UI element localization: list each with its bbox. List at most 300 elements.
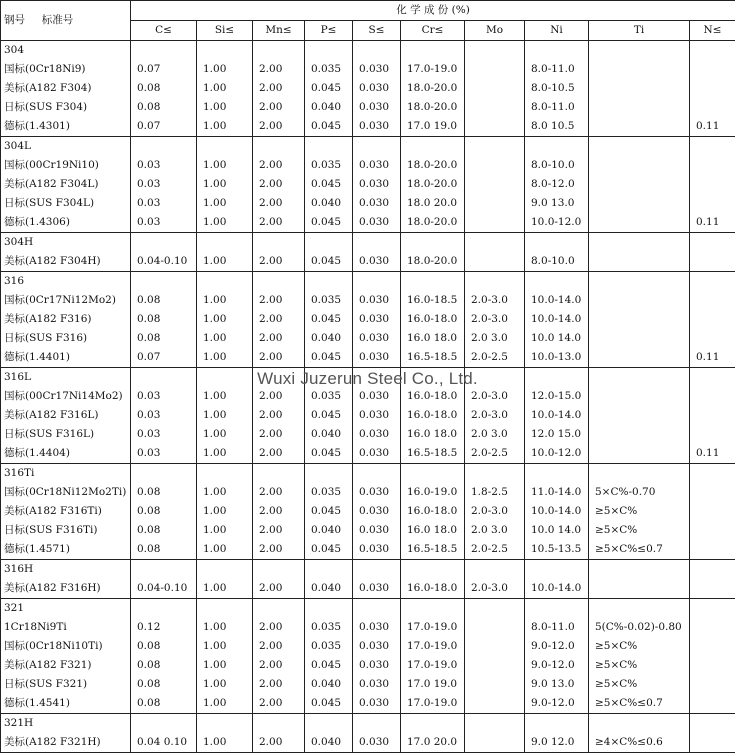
empty-cell	[690, 464, 735, 484]
table-row	[1, 117, 735, 137]
grade-label: 316H	[1, 560, 131, 580]
value-cell: 1.00	[197, 656, 253, 675]
value-cell: 1.00	[197, 98, 253, 117]
empty-cell	[353, 599, 401, 619]
value-cell: 1.00	[197, 194, 253, 213]
value-cell: 0.040	[305, 733, 353, 753]
value-cell	[589, 291, 690, 310]
value-cell: 0.030	[353, 521, 401, 540]
table-row	[1, 329, 735, 348]
value-cell	[690, 733, 735, 753]
value-cell: 0.12	[131, 618, 197, 637]
table-row	[1, 348, 735, 368]
grade-row	[1, 272, 735, 292]
value-cell: 18.0 20.0	[401, 194, 465, 213]
empty-cell	[353, 137, 401, 157]
value-cell: 2.00	[253, 291, 305, 310]
standard-cell: 美标(A182 F321H)	[1, 733, 131, 753]
value-cell: 17.0 19.0	[401, 117, 465, 137]
table-body	[1, 41, 735, 753]
table-row	[1, 156, 735, 175]
value-cell	[589, 329, 690, 348]
value-cell	[589, 156, 690, 175]
value-cell: 10.0-12.0	[525, 213, 589, 233]
value-cell: 0.045	[305, 348, 353, 368]
value-cell: 16.0-18.5	[401, 291, 465, 310]
empty-cell	[589, 41, 690, 61]
value-cell	[690, 156, 735, 175]
value-cell: 0.035	[305, 156, 353, 175]
value-cell: 1.00	[197, 79, 253, 98]
value-cell: 0.045	[305, 694, 353, 714]
table-row	[1, 444, 735, 464]
standard-cell: 国标(00Cr19Ni10)	[1, 156, 131, 175]
value-cell: 0.11	[690, 444, 735, 464]
empty-cell	[465, 464, 525, 484]
standard-cell: 美标(A182 F321)	[1, 656, 131, 675]
grade-row	[1, 464, 735, 484]
value-cell: 2.0-3.0	[465, 502, 525, 521]
value-cell: 16.5-18.5	[401, 348, 465, 368]
table-row	[1, 694, 735, 714]
value-cell: 0.030	[353, 656, 401, 675]
empty-cell	[690, 368, 735, 388]
value-cell	[690, 387, 735, 406]
value-cell: 0.08	[131, 329, 197, 348]
value-cell: 17.0-19.0	[401, 694, 465, 714]
empty-cell	[401, 137, 465, 157]
empty-cell	[253, 41, 305, 61]
value-cell: 10.0-14.0	[525, 579, 589, 599]
value-cell: 0.030	[353, 329, 401, 348]
table-row	[1, 310, 735, 329]
column-header: Ti	[589, 21, 690, 41]
table-row	[1, 98, 735, 117]
table-row	[1, 291, 735, 310]
standard-cell: 德标(1.4401)	[1, 348, 131, 368]
value-cell	[589, 348, 690, 368]
value-cell	[465, 60, 525, 79]
value-cell: 0.08	[131, 79, 197, 98]
value-cell: 0.030	[353, 637, 401, 656]
value-cell: 17.0-19.0	[401, 637, 465, 656]
value-cell	[690, 579, 735, 599]
value-cell: 2.00	[253, 656, 305, 675]
value-cell: 16.5-18.5	[401, 540, 465, 560]
value-cell: 0.04-0.10	[131, 579, 197, 599]
empty-cell	[131, 233, 197, 253]
value-cell: 0.08	[131, 637, 197, 656]
table-row	[1, 406, 735, 425]
value-cell	[589, 98, 690, 117]
value-cell: 1.00	[197, 117, 253, 137]
empty-cell	[690, 272, 735, 292]
empty-cell	[197, 233, 253, 253]
value-cell: 2.00	[253, 60, 305, 79]
value-cell: 0.08	[131, 502, 197, 521]
value-cell: 2.00	[253, 406, 305, 425]
value-cell: 8.0-11.0	[525, 618, 589, 637]
value-cell	[465, 675, 525, 694]
standard-cell: 日标(SUS F304)	[1, 98, 131, 117]
standard-cell: 美标(A182 F304)	[1, 79, 131, 98]
empty-cell	[305, 137, 353, 157]
value-cell: 0.030	[353, 618, 401, 637]
column-header: P≤	[305, 21, 353, 41]
value-cell: 0.045	[305, 79, 353, 98]
empty-cell	[525, 599, 589, 619]
empty-cell	[131, 272, 197, 292]
value-cell: 2.00	[253, 310, 305, 329]
standard-cell: 国标(0Cr18Ni12Mo2Ti)	[1, 483, 131, 502]
empty-cell	[305, 233, 353, 253]
value-cell: 0.030	[353, 175, 401, 194]
value-cell: 0.08	[131, 694, 197, 714]
value-cell: 17.0 19.0	[401, 675, 465, 694]
table-row	[1, 213, 735, 233]
value-cell: 0.07	[131, 348, 197, 368]
table-row	[1, 175, 735, 194]
value-cell: 0.030	[353, 675, 401, 694]
value-cell: 2.00	[253, 483, 305, 502]
value-cell	[690, 521, 735, 540]
table-row	[1, 194, 735, 213]
empty-cell	[131, 560, 197, 580]
empty-cell	[525, 714, 589, 734]
empty-cell	[401, 464, 465, 484]
value-cell: 16.0-18.0	[401, 579, 465, 599]
value-cell	[690, 540, 735, 560]
standard-cell: 德标(1.4301)	[1, 117, 131, 137]
value-cell: 2.00	[253, 117, 305, 137]
value-cell: 2.00	[253, 540, 305, 560]
table-row	[1, 675, 735, 694]
table-row	[1, 579, 735, 599]
grade-label: 304H	[1, 233, 131, 253]
value-cell: 0.035	[305, 483, 353, 502]
value-cell	[465, 733, 525, 753]
standard-cell: 美标(A182 F316L)	[1, 406, 131, 425]
value-cell: 16.0-18.0	[401, 387, 465, 406]
value-cell: 0.07	[131, 60, 197, 79]
value-cell: 0.08	[131, 483, 197, 502]
empty-cell	[131, 137, 197, 157]
standard-cell: 美标(A182 F304L)	[1, 175, 131, 194]
value-cell: 0.045	[305, 540, 353, 560]
empty-cell	[305, 599, 353, 619]
value-cell: 0.040	[305, 425, 353, 444]
column-header: Mn≤	[253, 21, 305, 41]
empty-cell	[253, 560, 305, 580]
value-cell	[465, 618, 525, 637]
value-cell: 1.00	[197, 329, 253, 348]
value-cell: 1.00	[197, 252, 253, 272]
column-header: Mo	[465, 21, 525, 41]
standard-cell: 1Cr18Ni9Ti	[1, 618, 131, 637]
empty-cell	[589, 560, 690, 580]
value-cell: 1.00	[197, 483, 253, 502]
value-cell: ≥5×C%	[589, 656, 690, 675]
value-cell	[589, 194, 690, 213]
value-cell: 2.00	[253, 579, 305, 599]
empty-cell	[305, 714, 353, 734]
value-cell	[690, 618, 735, 637]
value-cell: 1.00	[197, 618, 253, 637]
value-cell: 2.00	[253, 694, 305, 714]
grade-label: 321H	[1, 714, 131, 734]
empty-cell	[305, 272, 353, 292]
empty-cell	[197, 41, 253, 61]
value-cell: 2.0-2.5	[465, 540, 525, 560]
empty-cell	[525, 272, 589, 292]
value-cell: 0.11	[690, 348, 735, 368]
empty-cell	[465, 714, 525, 734]
value-cell: 0.04-0.10	[131, 252, 197, 272]
value-cell: 0.045	[305, 406, 353, 425]
header-grade-label: 钢号	[4, 14, 25, 26]
value-cell: 0.08	[131, 521, 197, 540]
empty-cell	[253, 368, 305, 388]
value-cell: 1.8-2.5	[465, 483, 525, 502]
value-cell: 0.030	[353, 579, 401, 599]
empty-cell	[253, 137, 305, 157]
value-cell: 18.0-20.0	[401, 252, 465, 272]
value-cell: 0.045	[305, 213, 353, 233]
value-cell: 1.00	[197, 733, 253, 753]
value-cell: 10.0 14.0	[525, 521, 589, 540]
value-cell	[690, 637, 735, 656]
value-cell: 0.030	[353, 483, 401, 502]
standard-cell: 日标(SUS F316Ti)	[1, 521, 131, 540]
value-cell: 1.00	[197, 579, 253, 599]
value-cell: 12.0-15.0	[525, 387, 589, 406]
value-cell: ≥5×C%≤0.7	[589, 540, 690, 560]
table-row	[1, 637, 735, 656]
header-composition-title: 化 学 成 份 (%)	[131, 1, 735, 21]
empty-cell	[197, 560, 253, 580]
value-cell: 2.0 3.0	[465, 329, 525, 348]
value-cell: 9.0-12.0	[525, 656, 589, 675]
value-cell: 0.035	[305, 60, 353, 79]
value-cell	[589, 79, 690, 98]
value-cell	[465, 117, 525, 137]
empty-cell	[131, 41, 197, 61]
value-cell: 8.0-10.5	[525, 79, 589, 98]
empty-cell	[131, 464, 197, 484]
value-cell: 0.11	[690, 117, 735, 137]
column-header: S≤	[353, 21, 401, 41]
value-cell	[690, 79, 735, 98]
grade-row	[1, 599, 735, 619]
value-cell: 0.03	[131, 213, 197, 233]
value-cell	[690, 60, 735, 79]
value-cell: 1.00	[197, 406, 253, 425]
grade-label: 304	[1, 41, 131, 61]
empty-cell	[305, 41, 353, 61]
value-cell: 0.030	[353, 98, 401, 117]
empty-cell	[525, 137, 589, 157]
value-cell: 16.0-18.0	[401, 310, 465, 329]
value-cell: 10.0-12.0	[525, 444, 589, 464]
value-cell: ≥5×C%	[589, 521, 690, 540]
value-cell	[589, 444, 690, 464]
value-cell: 0.045	[305, 444, 353, 464]
value-cell: 9.0 13.0	[525, 194, 589, 213]
empty-cell	[589, 599, 690, 619]
value-cell	[465, 213, 525, 233]
empty-cell	[401, 560, 465, 580]
value-cell: 0.030	[353, 79, 401, 98]
standard-cell: 国标(0Cr18Ni10Ti)	[1, 637, 131, 656]
value-cell	[589, 406, 690, 425]
value-cell: 0.040	[305, 194, 353, 213]
value-cell: 2.00	[253, 521, 305, 540]
empty-cell	[353, 233, 401, 253]
value-cell: 0.045	[305, 656, 353, 675]
value-cell	[690, 406, 735, 425]
value-cell: 2.00	[253, 444, 305, 464]
value-cell: 10.5-13.5	[525, 540, 589, 560]
value-cell: 2.00	[253, 213, 305, 233]
value-cell	[465, 156, 525, 175]
table-row	[1, 521, 735, 540]
value-cell: 0.030	[353, 444, 401, 464]
grade-row	[1, 714, 735, 734]
empty-cell	[401, 714, 465, 734]
table-row	[1, 540, 735, 560]
standard-cell: 日标(SUS F316)	[1, 329, 131, 348]
value-cell	[465, 98, 525, 117]
value-cell: 2.00	[253, 502, 305, 521]
table-row	[1, 252, 735, 272]
value-cell: 0.030	[353, 156, 401, 175]
value-cell	[465, 252, 525, 272]
standard-cell: 德标(1.4306)	[1, 213, 131, 233]
value-cell	[690, 310, 735, 329]
value-cell: 9.0-12.0	[525, 694, 589, 714]
value-cell: ≥5×C%	[589, 502, 690, 521]
value-cell: 8.0 10.5	[525, 117, 589, 137]
empty-cell	[131, 368, 197, 388]
grade-row	[1, 560, 735, 580]
value-cell	[690, 194, 735, 213]
value-cell	[465, 637, 525, 656]
value-cell: 2.0-3.0	[465, 291, 525, 310]
value-cell: 18.0-20.0	[401, 175, 465, 194]
empty-cell	[465, 272, 525, 292]
grade-label: 316	[1, 272, 131, 292]
value-cell: 0.045	[305, 175, 353, 194]
value-cell	[589, 213, 690, 233]
empty-cell	[305, 368, 353, 388]
empty-cell	[253, 599, 305, 619]
value-cell: 0.030	[353, 213, 401, 233]
empty-cell	[465, 41, 525, 61]
empty-cell	[525, 368, 589, 388]
value-cell	[690, 175, 735, 194]
empty-cell	[589, 368, 690, 388]
value-cell: 2.00	[253, 733, 305, 753]
value-cell	[690, 694, 735, 714]
value-cell: 2.00	[253, 329, 305, 348]
grade-row	[1, 233, 735, 253]
column-header: Si≤	[197, 21, 253, 41]
value-cell: 1.00	[197, 502, 253, 521]
value-cell: 2.0-3.0	[465, 387, 525, 406]
value-cell: 2.00	[253, 79, 305, 98]
value-cell: 0.045	[305, 252, 353, 272]
grade-row	[1, 368, 735, 388]
value-cell	[465, 656, 525, 675]
value-cell: 1.00	[197, 213, 253, 233]
value-cell: 0.035	[305, 618, 353, 637]
value-cell: 2.00	[253, 194, 305, 213]
value-cell: 0.040	[305, 521, 353, 540]
value-cell: 2.0-2.5	[465, 444, 525, 464]
value-cell: 16.0 18.0	[401, 329, 465, 348]
empty-cell	[253, 272, 305, 292]
grade-label: 316Ti	[1, 464, 131, 484]
empty-cell	[589, 272, 690, 292]
empty-cell	[353, 272, 401, 292]
empty-cell	[197, 464, 253, 484]
value-cell: 0.03	[131, 387, 197, 406]
standard-cell: 德标(1.4404)	[1, 444, 131, 464]
empty-cell	[305, 560, 353, 580]
value-cell	[690, 252, 735, 272]
value-cell: 1.00	[197, 156, 253, 175]
value-cell: 0.08	[131, 291, 197, 310]
value-cell: 17.0-19.0	[401, 656, 465, 675]
value-cell: 2.00	[253, 387, 305, 406]
value-cell: 16.0-19.0	[401, 483, 465, 502]
value-cell: 0.03	[131, 156, 197, 175]
empty-cell	[197, 272, 253, 292]
value-cell: 2.00	[253, 425, 305, 444]
empty-cell	[401, 368, 465, 388]
value-cell: 16.0 18.0	[401, 425, 465, 444]
value-cell: 10.0-14.0	[525, 502, 589, 521]
value-cell: 1.00	[197, 387, 253, 406]
value-cell: 0.030	[353, 694, 401, 714]
table-row	[1, 733, 735, 753]
value-cell: 9.0 13.0	[525, 675, 589, 694]
value-cell	[589, 425, 690, 444]
value-cell: 5(C%-0.02)-0.80	[589, 618, 690, 637]
value-cell: 8.0-11.0	[525, 98, 589, 117]
value-cell: 2.00	[253, 348, 305, 368]
value-cell	[690, 329, 735, 348]
value-cell: 16.0-18.0	[401, 406, 465, 425]
empty-cell	[465, 560, 525, 580]
value-cell: 1.00	[197, 637, 253, 656]
value-cell: 1.00	[197, 675, 253, 694]
value-cell: 0.030	[353, 194, 401, 213]
empty-cell	[353, 714, 401, 734]
value-cell	[589, 117, 690, 137]
empty-cell	[353, 41, 401, 61]
value-cell: ≥4×C%≤0.6	[589, 733, 690, 753]
value-cell: 0.045	[305, 310, 353, 329]
empty-cell	[353, 368, 401, 388]
standard-cell: 日标(SUS F321)	[1, 675, 131, 694]
value-cell: 0.030	[353, 406, 401, 425]
value-cell	[589, 310, 690, 329]
value-cell: 1.00	[197, 291, 253, 310]
column-header: Ni	[525, 21, 589, 41]
standard-cell: 德标(1.4541)	[1, 694, 131, 714]
empty-cell	[197, 714, 253, 734]
